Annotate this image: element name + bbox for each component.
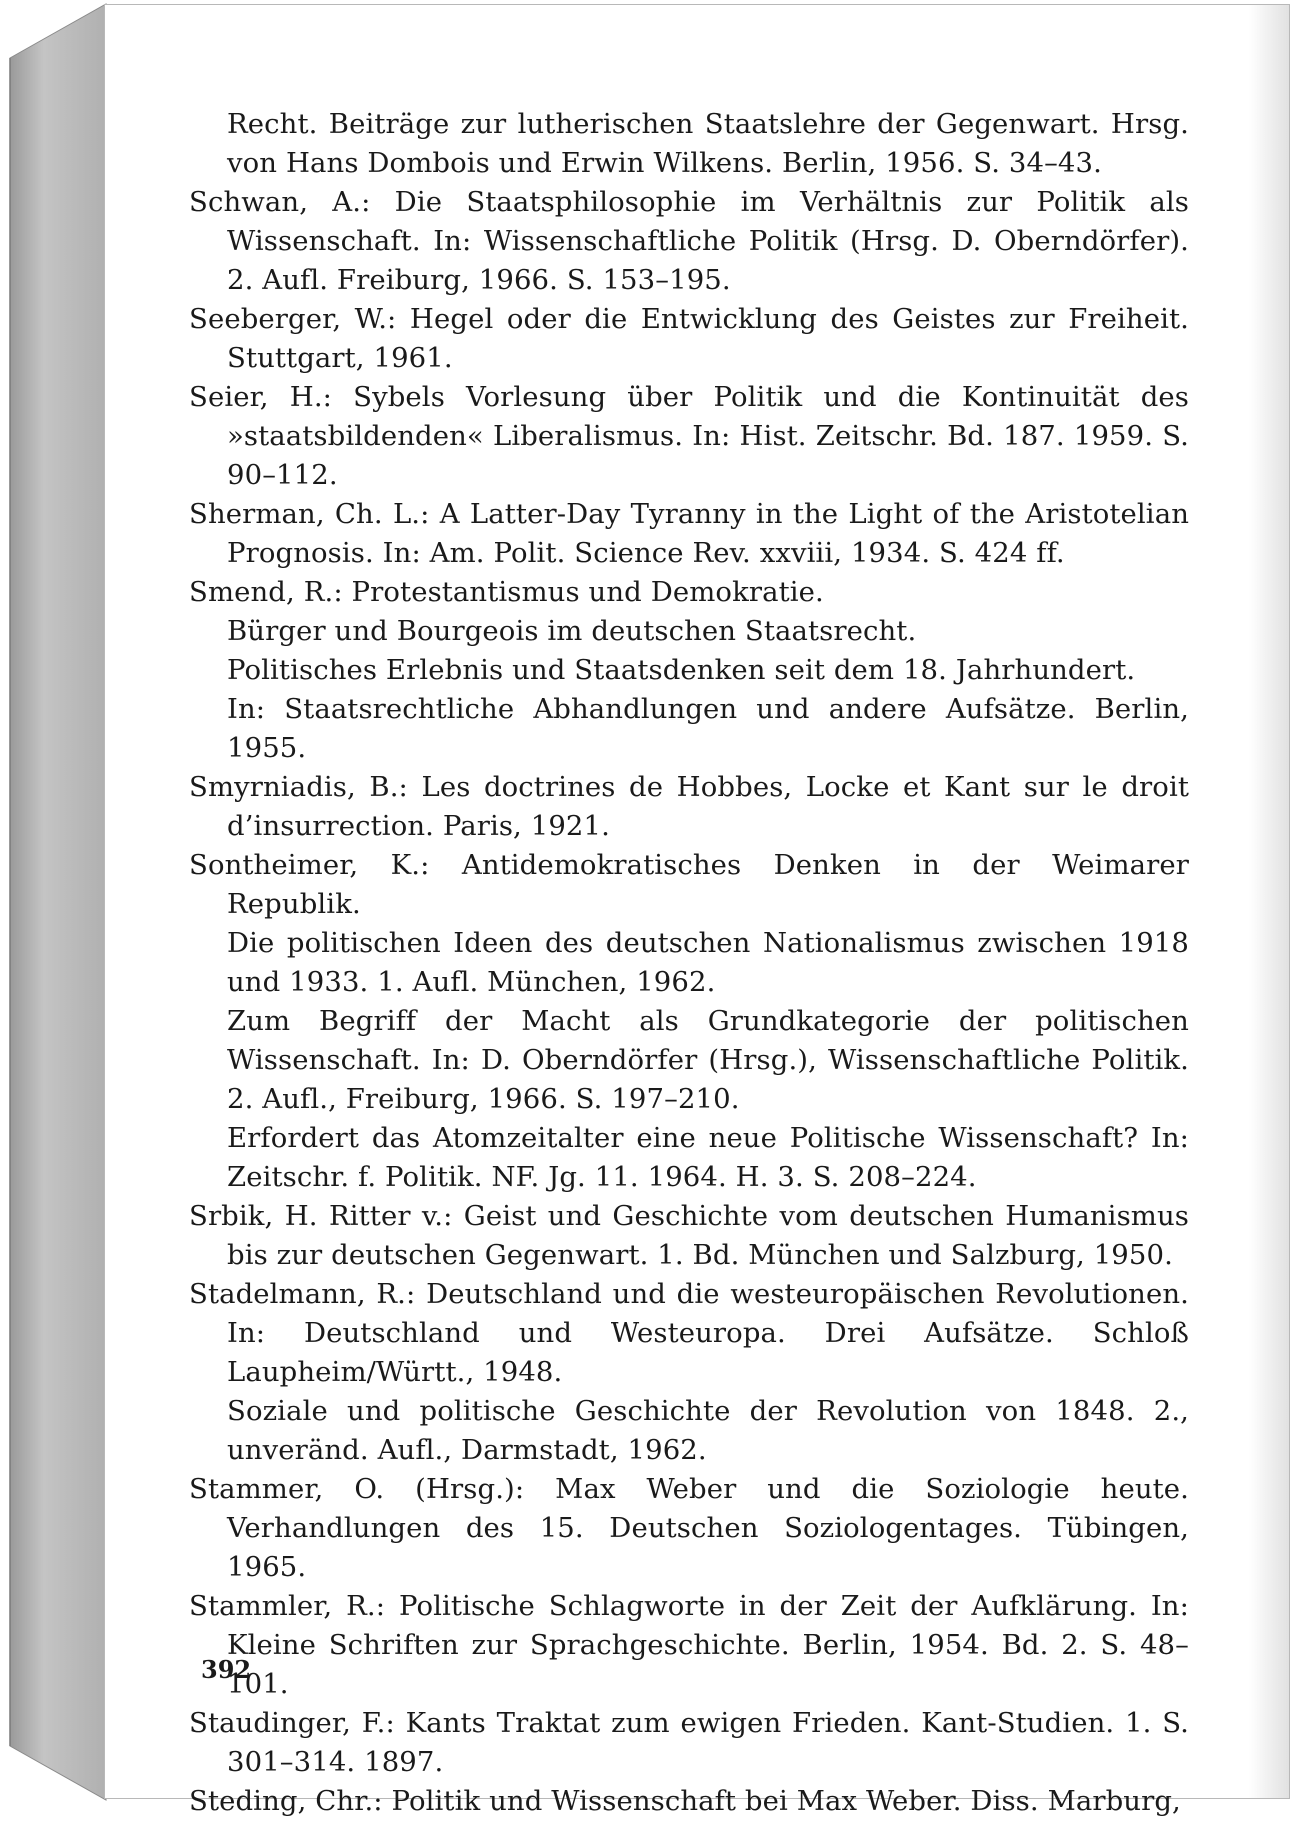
page-number: 392 (201, 1655, 252, 1684)
bibliography-entry-continuation: Recht. Beiträge zur lutherischen Staatslehre der Gegenwart. Hrsg. von Hans Dombois und Erwin Wilkens. Berlin, 1956. S. 34–43. (227, 108, 1189, 179)
bibliography-entry-continuation: In: Staatsrechtliche Abhandlungen und andere Aufsätze. Berlin, 1955. (227, 693, 1189, 764)
bibliography-entry-continuation: Bürger und Bourgeois im deutschen Staatsrecht. (227, 615, 917, 647)
bibliography-entry-continuation: Erfordert das Atomzeitalter eine neue Politische Wissenschaft? In: Zeitschr. f. Politik. NF. Jg. 11. 1964. H. 3. S. 208–224. (227, 1122, 1189, 1193)
bibliography-list (189, 105, 1189, 1821)
bibliography-entry: Srbik, H. Ritter v.: Geist und Geschichte vom deutschen Humanismus bis zur deutschen Gegenwart. 1. Bd. München und Salzburg, 1950. (189, 1200, 1189, 1271)
bibliography-entry: Sontheimer, K.: Antidemokratisches Denken in der Weimarer Republik. (189, 849, 1189, 920)
bibliography-entry: Stammler, R.: Politische Schlagworte in der Zeit der Aufklärung. In: Kleine Schriften zur Sprachgeschichte. Berlin, 1954. Bd. 2. S. 48–101. (189, 1590, 1189, 1700)
bibliography-entry: Staudinger, F.: Kants Traktat zum ewigen Frieden. Kant-Studien. 1. S. 301–314. 1897. (189, 1707, 1189, 1778)
bibliography-entry: Schwan, A.: Die Staatsphilosophie im Verhältnis zur Politik als Wissenschaft. In: Wissenschaftliche Politik (Hrsg. D. Oberndörfer). 2. Aufl. Freiburg, 1966. S. 153–195. (189, 186, 1189, 296)
bibliography-entry: Smend, R.: Protestantismus und Demokratie. (189, 576, 824, 608)
bibliography-entry: Steding, Chr.: Politik und Wissenschaft bei Max Weber. Diss. Marburg, (189, 1785, 1181, 1817)
bibliography-entry: Stammer, O. (Hrsg.): Max Weber und die Soziologie heute. Verhandlungen des 15. Deutschen Soziologentages. Tübingen, 1965. (189, 1473, 1189, 1583)
bibliography-entry-continuation: Zum Begriff der Macht als Grundkategorie der politischen Wissenschaft. In: D. Oberndörfer (Hrsg.), Wissenschaftliche Politik. 2. Aufl., Freiburg, 1966. S. 197–210. (227, 1005, 1189, 1115)
bibliography-entry: Sherman, Ch. L.: A Latter-Day Tyranny in the Light of the Aristotelian Prognosis. In: Am. Polit. Science Rev. xxviii, 1934. S. 424 ff. (189, 498, 1189, 569)
bibliography-entry: Stadelmann, R.: Deutschland und die westeuropäischen Revolutionen. In: Deutschland und Westeuropa. Drei Aufsätze. Schloß Laupheim/Württ., 1948. (189, 1278, 1189, 1388)
bibliography-entry: Smyrniadis, B.: Les doctrines de Hobbes, Locke et Kant sur le droit d’insurrection. Paris, 1921. (189, 771, 1189, 842)
bibliography-entry: Seeberger, W.: Hegel oder die Entwicklung des Geistes zur Freiheit. Stuttgart, 1961. (189, 303, 1189, 374)
bibliography-entry-continuation: Politisches Erlebnis und Staatsdenken seit dem 18. Jahrhundert. (227, 654, 1136, 686)
book-page (104, 4, 1290, 1817)
bibliography-entry-continuation: Die politischen Ideen des deutschen Nationalismus zwischen 1918 und 1933. 1. Aufl. München, 1962. (227, 927, 1189, 998)
bibliography-entry-continuation: Soziale und politische Geschichte der Revolution von 1848. 2., unveränd. Aufl., Darmstadt, 1962. (227, 1395, 1189, 1466)
page-edge-shadow (1249, 5, 1289, 1798)
bibliography-entry: Seier, H.: Sybels Vorlesung über Politik und die Kontinuität des »staatsbildenden« Liberalismus. In: Hist. Zeitschr. Bd. 187. 1959. S. 90–112. (189, 381, 1189, 491)
